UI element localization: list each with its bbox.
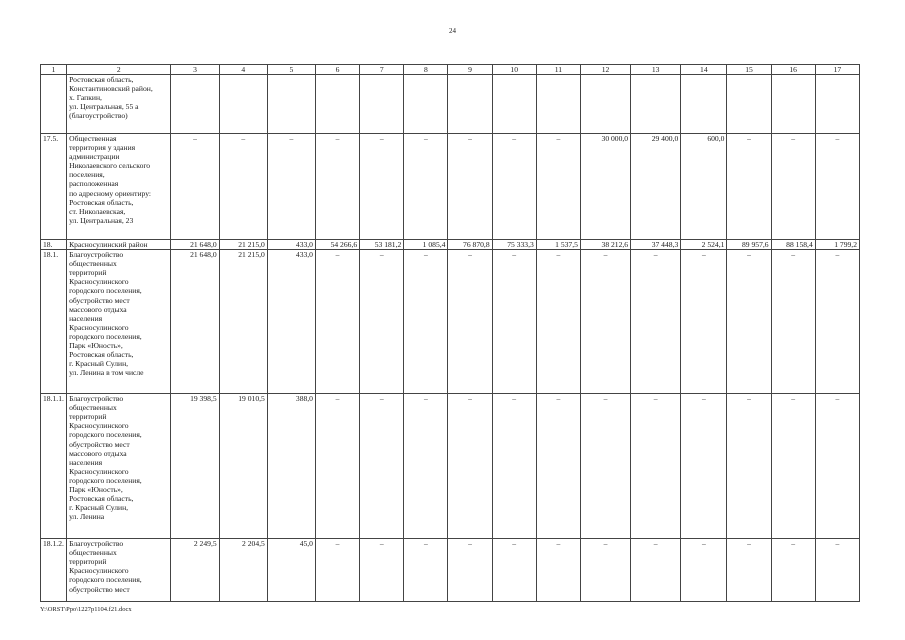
value-cell: – bbox=[580, 539, 630, 602]
table-row bbox=[41, 250, 860, 394]
value-cell: – bbox=[404, 539, 448, 602]
row-name: Красносулинский район bbox=[67, 240, 171, 250]
value-cell: 19 398,5 bbox=[171, 394, 219, 539]
file-path-footer: Y:\ORST\Ppo\1227p1104.f21.docx bbox=[40, 606, 132, 613]
value-cell: 433,0 bbox=[267, 240, 315, 250]
table-row bbox=[41, 75, 860, 134]
value-cell: – bbox=[360, 539, 404, 602]
value-cell: – bbox=[360, 394, 404, 539]
value-cell: 88 158,4 bbox=[771, 240, 815, 250]
row-index: 18.1.1. bbox=[41, 394, 67, 539]
column-header: 9 bbox=[448, 65, 492, 75]
value-cell: – bbox=[815, 394, 859, 539]
value-cell: – bbox=[492, 134, 536, 240]
value-cell bbox=[771, 75, 815, 134]
value-cell: – bbox=[448, 394, 492, 539]
value-cell bbox=[580, 75, 630, 134]
value-cell: – bbox=[360, 250, 404, 394]
value-cell: 388,0 bbox=[267, 394, 315, 539]
value-cell bbox=[171, 75, 219, 134]
row-name: Ростовская область, Константиновский район, х. Гапкин, ул. Центральная, 55 а (благоустройство) bbox=[67, 75, 171, 134]
value-cell: 30 000,0 bbox=[580, 134, 630, 240]
value-cell: 75 333,3 bbox=[492, 240, 536, 250]
value-cell bbox=[267, 75, 315, 134]
row-index: 18.1.2. bbox=[41, 539, 67, 602]
column-header: 13 bbox=[631, 65, 681, 75]
value-cell: 53 181,2 bbox=[360, 240, 404, 250]
column-header: 5 bbox=[267, 65, 315, 75]
row-index: 17.5. bbox=[41, 134, 67, 240]
column-header: 6 bbox=[315, 65, 359, 75]
value-cell: 54 266,6 bbox=[315, 240, 359, 250]
value-cell: 21 215,0 bbox=[219, 250, 267, 394]
value-cell: – bbox=[580, 394, 630, 539]
value-cell: – bbox=[771, 250, 815, 394]
value-cell: 2 204,5 bbox=[219, 539, 267, 602]
value-cell: – bbox=[360, 134, 404, 240]
value-cell: 600,0 bbox=[681, 134, 727, 240]
row-name: Благоустройство общественных территорий Красносулинского городского поселения, обустройство мест массового отдыха населения Красносулинского городского поселения, Парк «Юность», Ростовская область, г. Красный Сулин, ул. Ленина bbox=[67, 394, 171, 539]
row-index: 18.1. bbox=[41, 250, 67, 394]
value-cell: – bbox=[315, 394, 359, 539]
value-cell: 38 212,6 bbox=[580, 240, 630, 250]
value-cell: – bbox=[492, 539, 536, 602]
value-cell: – bbox=[727, 539, 771, 602]
table-row bbox=[41, 394, 860, 539]
value-cell: – bbox=[681, 394, 727, 539]
row-name: Благоустройство общественных территорий Красносулинского городского поселения, обустройство мест массового отдыха населения Красносулинского городского поселения, Парк «Юность», Ростовская область, г. Красный Сулин, ул. Ленина в том числе bbox=[67, 250, 171, 394]
value-cell bbox=[404, 75, 448, 134]
column-header: 3 bbox=[171, 65, 219, 75]
value-cell: 2 524,1 bbox=[681, 240, 727, 250]
column-header: 16 bbox=[771, 65, 815, 75]
value-cell: – bbox=[448, 539, 492, 602]
value-cell: – bbox=[448, 134, 492, 240]
value-cell bbox=[727, 75, 771, 134]
column-header: 11 bbox=[536, 65, 580, 75]
value-cell: 89 957,6 bbox=[727, 240, 771, 250]
value-cell: – bbox=[771, 394, 815, 539]
value-cell: 19 010,5 bbox=[219, 394, 267, 539]
value-cell: 29 400,0 bbox=[631, 134, 681, 240]
table-row bbox=[41, 240, 860, 250]
value-cell: – bbox=[536, 250, 580, 394]
column-header: 14 bbox=[681, 65, 727, 75]
value-cell: – bbox=[171, 134, 219, 240]
value-cell: – bbox=[404, 250, 448, 394]
row-index: 18. bbox=[41, 240, 67, 250]
value-cell: – bbox=[404, 134, 448, 240]
value-cell: – bbox=[315, 539, 359, 602]
value-cell: 21 215,0 bbox=[219, 240, 267, 250]
value-cell: – bbox=[267, 134, 315, 240]
value-cell: – bbox=[681, 250, 727, 394]
value-cell: – bbox=[404, 394, 448, 539]
value-cell: – bbox=[448, 250, 492, 394]
value-cell bbox=[315, 75, 359, 134]
column-header: 4 bbox=[219, 65, 267, 75]
value-cell bbox=[631, 75, 681, 134]
value-cell: – bbox=[727, 394, 771, 539]
page-number: 24 bbox=[449, 27, 456, 35]
value-cell bbox=[360, 75, 404, 134]
column-header: 10 bbox=[492, 65, 536, 75]
value-cell: – bbox=[492, 394, 536, 539]
value-cell bbox=[536, 75, 580, 134]
value-cell: – bbox=[727, 250, 771, 394]
value-cell: – bbox=[315, 134, 359, 240]
column-header: 8 bbox=[404, 65, 448, 75]
value-cell: – bbox=[681, 539, 727, 602]
value-cell: – bbox=[492, 250, 536, 394]
value-cell: – bbox=[815, 134, 859, 240]
column-header: 2 bbox=[67, 65, 171, 75]
value-cell bbox=[681, 75, 727, 134]
value-cell: 45,0 bbox=[267, 539, 315, 602]
row-index bbox=[41, 75, 67, 134]
value-cell: – bbox=[727, 134, 771, 240]
column-header: 7 bbox=[360, 65, 404, 75]
row-name: Общественная территория у здания администрации Николаевского сельского поселения, расположенная по адресному ориентиру: Ростовская область, ст. Николаевская, ул. Центральная, 23 bbox=[67, 134, 171, 240]
value-cell: 37 448,3 bbox=[631, 240, 681, 250]
program-table bbox=[40, 64, 860, 602]
value-cell: 433,0 bbox=[267, 250, 315, 394]
value-cell: 1 085,4 bbox=[404, 240, 448, 250]
value-cell bbox=[815, 75, 859, 134]
value-cell: 1 799,2 bbox=[815, 240, 859, 250]
value-cell: – bbox=[815, 539, 859, 602]
row-name: Благоустройство общественных территорий Красносулинского городского поселения, обустройство мест bbox=[67, 539, 171, 602]
value-cell: – bbox=[536, 134, 580, 240]
value-cell: – bbox=[631, 539, 681, 602]
value-cell bbox=[219, 75, 267, 134]
value-cell: – bbox=[631, 250, 681, 394]
value-cell: – bbox=[815, 250, 859, 394]
value-cell: 21 648,0 bbox=[171, 250, 219, 394]
value-cell: 1 537,5 bbox=[536, 240, 580, 250]
value-cell bbox=[492, 75, 536, 134]
value-cell: – bbox=[536, 394, 580, 539]
value-cell: 76 870,8 bbox=[448, 240, 492, 250]
value-cell: – bbox=[536, 539, 580, 602]
column-header: 1 bbox=[41, 65, 67, 75]
value-cell: – bbox=[631, 394, 681, 539]
table-row bbox=[41, 134, 860, 240]
table-row bbox=[41, 539, 860, 602]
value-cell: – bbox=[580, 250, 630, 394]
column-header: 17 bbox=[815, 65, 859, 75]
column-header: 15 bbox=[727, 65, 771, 75]
value-cell: 21 648,0 bbox=[171, 240, 219, 250]
value-cell bbox=[448, 75, 492, 134]
column-header: 12 bbox=[580, 65, 630, 75]
value-cell: – bbox=[771, 539, 815, 602]
value-cell: – bbox=[219, 134, 267, 240]
value-cell: – bbox=[771, 134, 815, 240]
value-cell: 2 249,5 bbox=[171, 539, 219, 602]
column-number-row bbox=[41, 65, 860, 75]
value-cell: – bbox=[315, 250, 359, 394]
